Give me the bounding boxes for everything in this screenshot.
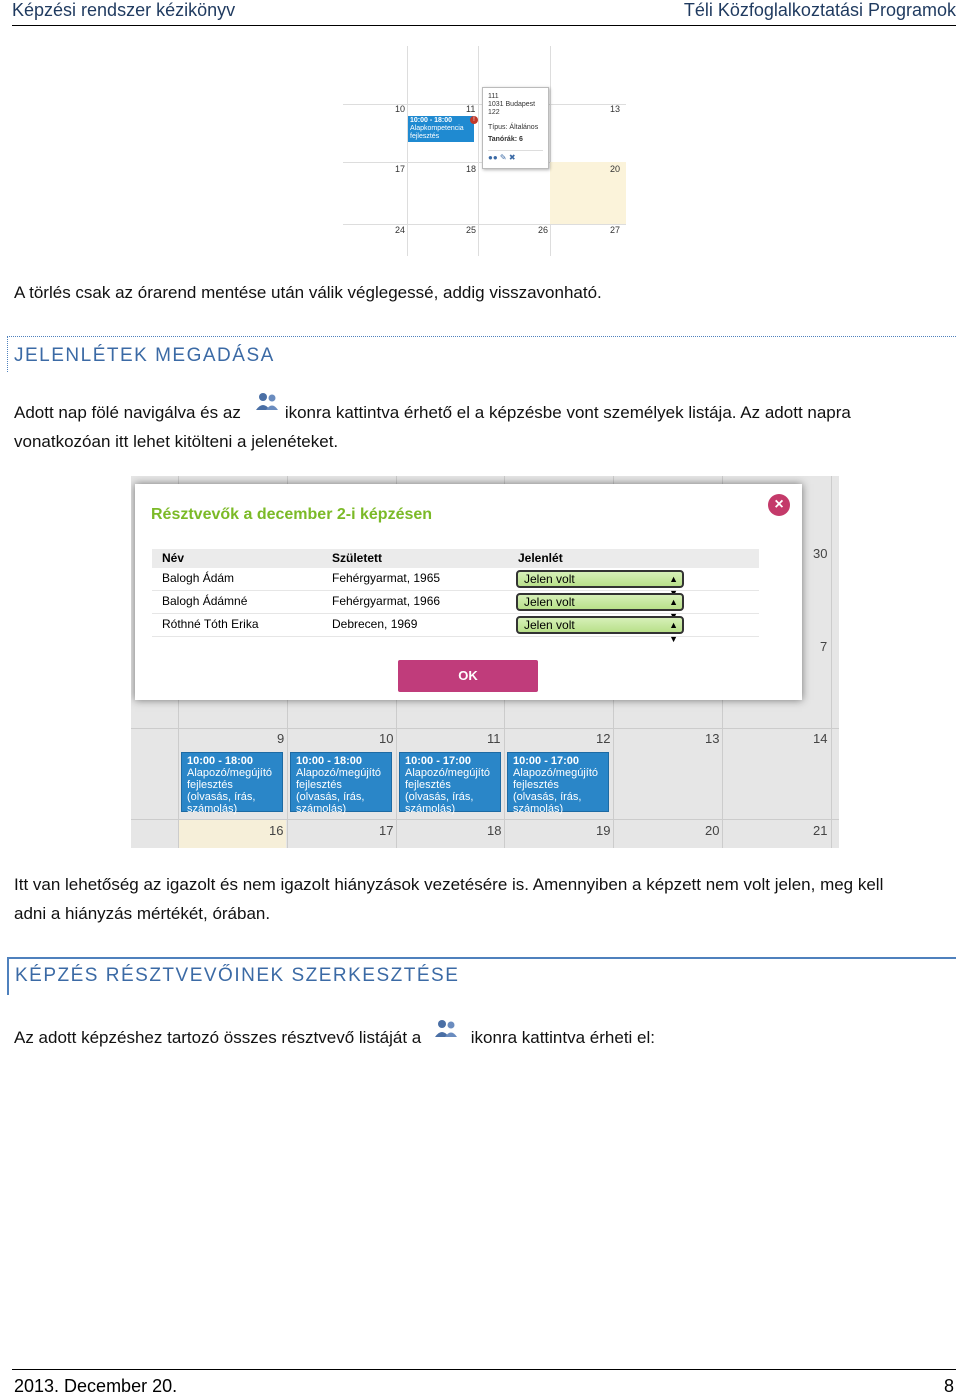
attendance-select[interactable] xyxy=(516,616,684,644)
popup-hours: Tanórák: 6 xyxy=(488,136,523,143)
event-line: (olvasás, írás, xyxy=(187,791,256,803)
paragraph-text: adni a hiányzás mértékét, órában. xyxy=(14,904,271,923)
day-number: 18 xyxy=(466,164,477,174)
day-number: 20 xyxy=(610,164,621,174)
day-number: 24 xyxy=(395,225,406,235)
day-number: 13 xyxy=(610,104,621,114)
table-row xyxy=(152,591,759,614)
popup-line: 1031 Budapest xyxy=(488,101,536,108)
close-button[interactable]: × xyxy=(768,494,790,516)
event-line: fejlesztés xyxy=(513,779,559,791)
event-line: számolás) xyxy=(405,803,456,815)
chevron-updown-icon: ▲ xyxy=(669,574,678,584)
day-number: 26 xyxy=(538,225,549,235)
calendar-event[interactable] xyxy=(507,752,609,815)
event-line: Alapozó/megújító xyxy=(405,767,490,779)
calendar-event[interactable] xyxy=(290,752,392,815)
day-number: 14 xyxy=(813,731,828,746)
attendance-modal xyxy=(135,484,802,700)
popup-line: 111 xyxy=(488,93,499,100)
event-line: Alapozó/megújító xyxy=(296,767,381,779)
page-number: 8 xyxy=(943,1376,954,1396)
column-header-born: Született xyxy=(332,551,383,565)
popup-type: Típus: Általános xyxy=(488,124,539,131)
cell-name: Balogh Ádámné xyxy=(162,594,248,608)
page-footer xyxy=(12,1369,956,1396)
day-number: 12 xyxy=(596,731,611,746)
table-header xyxy=(152,549,759,568)
day-number: 21 xyxy=(813,823,828,838)
event-line: (olvasás, írás, xyxy=(405,791,474,803)
paragraph-attendance xyxy=(14,398,954,456)
event-time: 10:00 - 18:00 xyxy=(296,755,363,767)
event-time: 10:00 - 18:00 xyxy=(187,755,254,767)
day-number: 13 xyxy=(705,731,720,746)
page-header xyxy=(12,0,956,26)
paragraph-participants xyxy=(14,1019,954,1052)
day-number: 17 xyxy=(379,823,394,838)
header-program-title: Téli Közfoglalkoztatási Programok xyxy=(683,0,956,20)
day-number: 7 xyxy=(820,639,828,654)
day-number: 11 xyxy=(487,731,501,746)
event-line: fejlesztés xyxy=(405,779,451,791)
paragraph-text: ikonra kattintva érhető el a képzésbe vont személyek listája. Az adott napra xyxy=(284,403,851,422)
cell-name: Balogh Ádám xyxy=(162,571,235,585)
header-doc-title: Képzési rendszer kézikönyv xyxy=(12,0,236,20)
paragraph-delete-note: A törlés csak az órarend mentése után válik véglegessé, addig visszavonható. xyxy=(14,283,602,302)
event-title: Alapkompetencia fejlesztés xyxy=(410,125,464,140)
select-value: Jelen volt xyxy=(524,572,575,586)
event-line: Alapozó/megújító xyxy=(513,767,598,779)
edit-icon[interactable]: ✎ xyxy=(499,153,507,162)
event-popup xyxy=(482,87,549,169)
day-number: 10 xyxy=(395,104,406,114)
paragraph-text: ikonra kattintva érheti el: xyxy=(470,1028,655,1047)
attendance-select[interactable] xyxy=(516,570,684,588)
event-time: 10:00 - 17:00 xyxy=(405,755,472,767)
column-header-name: Név xyxy=(162,551,185,565)
participants-icon xyxy=(434,1019,458,1039)
day-number: 9 xyxy=(277,731,285,746)
event-time: 10:00 - 18:00 xyxy=(410,117,453,124)
event-time: 10:00 - 17:00 xyxy=(513,755,580,767)
cell-born: Fehérgyarmat, 1966 xyxy=(332,594,441,608)
day-number: 10 xyxy=(379,731,394,746)
paragraph-text: Adott nap fölé navigálva és az xyxy=(14,403,241,422)
paragraph-text: Itt van lehetőség az igazolt és nem igazolt hiányzások vezetésére is. Amennyiben a képzett nem volt jelen, meg kell xyxy=(14,875,884,894)
day-number: 19 xyxy=(596,823,611,838)
day-number: 11 xyxy=(466,104,476,114)
cell-born: Fehérgyarmat, 1965 xyxy=(332,571,441,585)
calendar-screenshot-1 xyxy=(343,46,626,256)
section-heading-attendance xyxy=(7,336,956,372)
attendance-table xyxy=(152,549,759,644)
attendance-select[interactable] xyxy=(516,593,684,611)
table-row xyxy=(152,614,759,644)
calendar-event[interactable] xyxy=(181,752,283,815)
footer-date: 2013. December 20. xyxy=(14,1376,178,1396)
event-line: fejlesztés xyxy=(187,779,233,791)
calendar-event[interactable] xyxy=(408,116,474,142)
section-title: JELENLÉTEK MEGADÁSA xyxy=(14,345,275,366)
chevron-updown-icon: ▲ xyxy=(669,597,678,607)
event-line: fejlesztés xyxy=(296,779,342,791)
section-heading-participants xyxy=(7,957,956,995)
cell-name: Róthné Tóth Erika xyxy=(162,617,259,631)
day-number: 27 xyxy=(610,225,621,235)
table-row xyxy=(152,568,759,591)
modal-title: Résztvevők a december 2-i képzésen xyxy=(151,506,433,523)
day-number: 18 xyxy=(487,823,502,838)
paragraph-absences xyxy=(14,870,954,928)
select-value: Jelen volt xyxy=(524,618,575,632)
event-line: Alapozó/megújító xyxy=(187,767,272,779)
event-line: számolás) xyxy=(296,803,347,815)
chevron-updown-icon: ▲ ▼ xyxy=(669,620,678,644)
event-line: számolás) xyxy=(513,803,564,815)
warning-icon: ! xyxy=(470,116,478,124)
calendar-event[interactable] xyxy=(399,752,501,815)
participants-icon xyxy=(255,392,279,412)
popup-line: 122 xyxy=(488,109,500,116)
cell-born: Debrecen, 1969 xyxy=(332,617,418,631)
day-number: 25 xyxy=(466,225,477,235)
day-number: 17 xyxy=(395,164,406,174)
day-number: 20 xyxy=(705,823,720,838)
participants-icon[interactable]: ●● xyxy=(488,153,498,162)
paragraph-text: vonatkozóan itt lehet kitölteni a jelenéteket. xyxy=(14,432,339,451)
select-value: Jelen volt xyxy=(524,595,575,609)
column-header-attendance: Jelenlét xyxy=(518,551,563,565)
paragraph-text: Az adott képzéshez tartozó összes résztvevő listáját a xyxy=(14,1028,422,1047)
event-line: (olvasás, írás, xyxy=(296,791,365,803)
event-line: (olvasás, írás, xyxy=(513,791,582,803)
event-line: számolás) xyxy=(187,803,238,815)
delete-icon[interactable]: ✖ xyxy=(508,153,516,162)
ok-button[interactable]: OK xyxy=(398,660,538,692)
section-title: KÉPZÉS RÉSZTVEVŐINEK SZERKESZTÉSE xyxy=(15,965,460,986)
attendance-screenshot xyxy=(131,476,839,848)
popup-actions xyxy=(488,150,543,162)
day-number: 16 xyxy=(269,823,284,838)
day-number: 30 xyxy=(813,546,828,561)
